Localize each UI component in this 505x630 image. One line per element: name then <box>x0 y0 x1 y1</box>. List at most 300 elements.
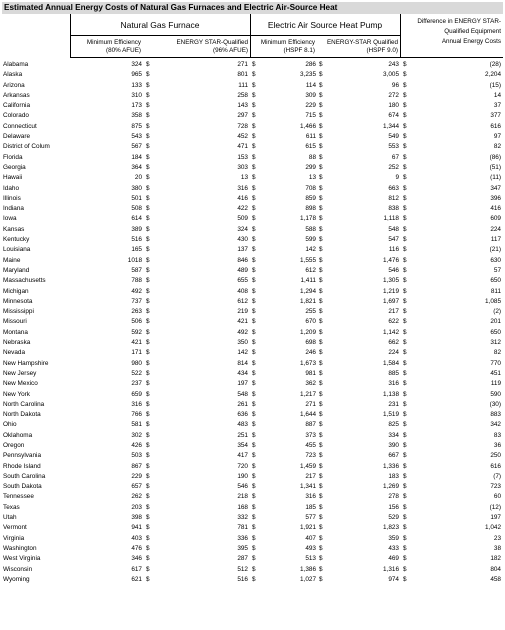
diff-currency: $ <box>403 493 407 501</box>
elec-es-cell: 825 <box>388 421 399 429</box>
gas-es-cell: 612 <box>237 297 248 305</box>
gas-min-cell: 657 <box>131 483 142 491</box>
elec-min-cell: 455 <box>305 441 316 449</box>
diff-currency: $ <box>403 174 407 182</box>
state-name-cell: Wyoming <box>3 575 30 583</box>
table-row <box>0 441 505 451</box>
diff-cell: 82 <box>493 143 501 151</box>
elec-min-cell: 229 <box>305 102 316 110</box>
elec-min-cell: 373 <box>305 431 316 439</box>
elec-min-cell: 1,209 <box>300 328 316 336</box>
elec-min-currency: $ <box>252 369 256 377</box>
diff-cell: (12) <box>489 503 501 511</box>
diff-cell: 609 <box>490 215 501 223</box>
elec-es-currency: $ <box>319 483 323 491</box>
diff-cell: 2,204 <box>485 71 501 79</box>
table-row <box>0 81 505 91</box>
elec-es-currency: $ <box>319 246 323 254</box>
diff-currency: $ <box>403 122 407 130</box>
gas-es-currency: $ <box>146 163 150 171</box>
elec-es-currency: $ <box>319 328 323 336</box>
gas-es-cell: 728 <box>237 122 248 130</box>
table-row <box>0 122 505 132</box>
elec-min-currency: $ <box>252 194 256 202</box>
gas-es-currency: $ <box>146 555 150 563</box>
table-title: Estimated Annual Energy Costs of Natural Gas Furnaces and Electric Air-Source Heat <box>2 2 503 14</box>
state-name-cell: District of Colum <box>3 143 50 151</box>
gas-es-currency: $ <box>146 349 150 357</box>
elec-es-cell: 469 <box>388 555 399 563</box>
gas-es-currency: $ <box>146 236 150 244</box>
gas-es-cell: 636 <box>237 411 248 419</box>
diff-cell: 201 <box>490 318 501 326</box>
gas-min-cell: 875 <box>131 122 142 130</box>
gas-min-cell: 1018 <box>127 256 142 264</box>
gas-min-header-line1: Minimum Efficiency <box>86 39 141 46</box>
diff-currency: $ <box>403 308 407 316</box>
gas-es-currency: $ <box>146 472 150 480</box>
diff-cell: 416 <box>490 205 501 213</box>
elec-min-currency: $ <box>252 349 256 357</box>
gas-min-cell: 173 <box>131 102 142 110</box>
diff-cell: 342 <box>490 421 501 429</box>
table-row <box>0 462 505 472</box>
elec-min-currency: $ <box>252 503 256 511</box>
elec-es-currency: $ <box>319 184 323 192</box>
elec-min-currency: $ <box>252 61 256 68</box>
table-row <box>0 503 505 513</box>
elec-min-cell: 612 <box>305 266 316 274</box>
gas-min-cell: 302 <box>131 431 142 439</box>
diff-currency: $ <box>403 194 407 202</box>
diff-cell: 811 <box>490 287 501 295</box>
elec-min-cell: 185 <box>305 503 316 511</box>
gas-min-cell: 403 <box>131 534 142 542</box>
elec-min-currency: $ <box>252 555 256 563</box>
state-name-cell: New Hampshire <box>3 359 49 367</box>
diff-currency: $ <box>403 400 407 408</box>
gas-es-cell: 332 <box>237 514 248 522</box>
gas-es-cell: 546 <box>237 483 248 491</box>
elec-es-cell: 529 <box>388 514 399 522</box>
diff-currency: $ <box>403 102 407 110</box>
elec-es-cell: 272 <box>388 91 399 99</box>
elec-min-cell: 588 <box>305 225 316 233</box>
gas-es-currency: $ <box>146 411 150 419</box>
elec-min-cell: 246 <box>305 349 316 357</box>
state-name-cell: Wisconsin <box>3 565 33 573</box>
gas-es-cell: 408 <box>237 287 248 295</box>
diff-currency: $ <box>403 153 407 161</box>
elec-min-currency: $ <box>252 544 256 552</box>
state-name-cell: Vermont <box>3 524 27 532</box>
gas-es-cell: 354 <box>237 441 248 449</box>
state-name-cell: South Dakota <box>3 483 42 491</box>
state-name-cell: Kansas <box>3 225 25 233</box>
state-name-cell: Virginia <box>3 534 25 542</box>
gas-es-cell: 219 <box>237 308 248 316</box>
table-row <box>0 400 505 410</box>
state-name-cell: Florida <box>3 153 23 161</box>
elec-es-cell: 547 <box>388 236 399 244</box>
gas-es-cell: 489 <box>237 266 248 274</box>
elec-es-cell: 433 <box>388 544 399 552</box>
diff-cell: 197 <box>490 514 501 522</box>
diff-cell: 650 <box>490 277 501 285</box>
diff-currency: $ <box>403 318 407 326</box>
gas-es-currency: $ <box>146 483 150 491</box>
diff-currency: $ <box>403 544 407 552</box>
elec-min-cell: 859 <box>305 194 316 202</box>
gas-group-header: Natural Gas Furnace <box>70 14 250 36</box>
diff-currency: $ <box>403 277 407 285</box>
elec-es-cell: 180 <box>388 102 399 110</box>
gas-es-cell: 421 <box>237 318 248 326</box>
gas-es-cell: 395 <box>237 544 248 552</box>
diff-currency: $ <box>403 472 407 480</box>
elec-min-currency: $ <box>252 565 256 573</box>
gas-es-cell: 416 <box>237 194 248 202</box>
gas-min-cell: 543 <box>131 133 142 141</box>
gas-es-currency: $ <box>146 493 150 501</box>
gas-es-currency: $ <box>146 256 150 264</box>
elec-min-cell: 1,821 <box>300 297 316 305</box>
diff-cell: 312 <box>490 339 501 347</box>
elec-es-cell: 549 <box>388 133 399 141</box>
elec-min-cell: 723 <box>305 452 316 460</box>
state-name-cell: New York <box>3 390 30 398</box>
elec-min-cell: 142 <box>305 246 316 254</box>
elec-es-currency: $ <box>319 411 323 419</box>
elec-es-cell: 9 <box>395 174 399 182</box>
elec-min-currency: $ <box>252 225 256 233</box>
gas-es-currency: $ <box>146 441 150 449</box>
elec-min-cell: 1,027 <box>300 575 316 583</box>
gas-min-cell: 171 <box>131 349 142 357</box>
gas-min-cell: 581 <box>131 421 142 429</box>
gas-es-currency: $ <box>146 390 150 398</box>
state-name-cell: Utah <box>3 514 17 522</box>
diff-cell: (86) <box>489 153 501 161</box>
gas-min-cell: 941 <box>131 524 142 532</box>
elec-es-cell: 674 <box>388 112 399 120</box>
elec-min-currency: $ <box>252 277 256 285</box>
state-name-cell: Ohio <box>3 421 17 429</box>
gas-es-cell: 655 <box>237 277 248 285</box>
elec-min-currency: $ <box>252 575 256 583</box>
elec-es-currency: $ <box>319 503 323 511</box>
elec-min-currency: $ <box>252 81 256 89</box>
elec-es-cell: 183 <box>388 472 399 480</box>
gas-min-cell: 262 <box>131 493 142 501</box>
diff-cell: 83 <box>493 431 501 439</box>
gas-es-header <box>143 36 250 58</box>
gas-es-currency: $ <box>146 359 150 367</box>
table-row <box>0 287 505 297</box>
diff-cell: 224 <box>490 225 501 233</box>
diff-currency: $ <box>403 462 407 470</box>
gas-es-cell: 417 <box>237 452 248 460</box>
table-row <box>0 420 505 430</box>
gas-es-currency: $ <box>146 133 150 141</box>
diff-currency: $ <box>403 328 407 336</box>
elec-min-cell: 3,235 <box>300 71 316 79</box>
diff-cell: 57 <box>493 266 501 274</box>
elec-min-header-line2: (HSPF 8.1) <box>283 47 315 54</box>
elec-es-currency: $ <box>319 236 323 244</box>
diff-cell: 38 <box>493 544 501 552</box>
state-name-cell: Massachusetts <box>3 277 46 285</box>
diff-currency: $ <box>403 349 407 357</box>
elec-min-currency: $ <box>252 390 256 398</box>
gas-es-currency: $ <box>146 565 150 573</box>
diff-currency: $ <box>403 441 407 449</box>
gas-min-cell: 492 <box>131 287 142 295</box>
gas-es-cell: 509 <box>237 215 248 223</box>
diff-currency: $ <box>403 390 407 398</box>
gas-min-cell: 516 <box>131 236 142 244</box>
elec-min-currency: $ <box>252 112 256 120</box>
gas-es-cell: 422 <box>237 205 248 213</box>
state-name-cell: Pennsylvania <box>3 452 42 460</box>
elec-es-currency: $ <box>319 524 323 532</box>
gas-min-cell: 980 <box>131 359 142 367</box>
gas-es-cell: 143 <box>237 102 248 110</box>
elec-min-currency: $ <box>252 308 256 316</box>
elec-min-currency: $ <box>252 339 256 347</box>
elec-group-header: Electric Air Source Heat Pump <box>250 14 400 36</box>
gas-es-currency: $ <box>146 431 150 439</box>
gas-es-cell: 13 <box>240 174 248 182</box>
gas-es-currency: $ <box>146 380 150 388</box>
elec-min-currency: $ <box>252 122 256 130</box>
diff-cell: (28) <box>489 61 501 68</box>
elec-es-cell: 1,344 <box>383 122 399 130</box>
elec-min-cell: 1,217 <box>300 390 316 398</box>
elec-min-cell: 1,411 <box>300 277 316 285</box>
state-name-cell: North Dakota <box>3 411 41 419</box>
elec-es-header-line1: ENERGY-STAR Qualified <box>326 39 398 46</box>
elec-min-currency: $ <box>252 143 256 151</box>
elec-min-cell: 513 <box>305 555 316 563</box>
gas-min-cell: 421 <box>131 339 142 347</box>
state-name-cell: North Carolina <box>3 400 45 408</box>
gas-es-cell: 801 <box>237 71 248 79</box>
gas-min-cell: 592 <box>131 328 142 336</box>
diff-currency: $ <box>403 266 407 274</box>
gas-es-cell: 251 <box>237 431 248 439</box>
elec-min-cell: 88 <box>308 153 316 161</box>
elec-es-cell: 224 <box>388 349 399 357</box>
elec-min-cell: 217 <box>305 472 316 480</box>
gas-es-currency: $ <box>146 544 150 552</box>
gas-es-cell: 483 <box>237 421 248 429</box>
table-row <box>0 390 505 400</box>
gas-es-currency: $ <box>146 524 150 532</box>
gas-min-cell: 506 <box>131 318 142 326</box>
elec-min-cell: 309 <box>305 91 316 99</box>
state-name-cell: Rhode Island <box>3 462 41 470</box>
table-row <box>0 379 505 389</box>
diff-cell: 451 <box>490 369 501 377</box>
table-row <box>0 472 505 482</box>
elec-es-currency: $ <box>319 91 323 99</box>
state-name-cell: Maryland <box>3 266 30 274</box>
gas-min-cell: 203 <box>131 503 142 511</box>
elec-es-cell: 974 <box>388 575 399 583</box>
gas-es-cell: 142 <box>237 349 248 357</box>
elec-es-cell: 548 <box>388 225 399 233</box>
elec-es-currency: $ <box>319 339 323 347</box>
elec-min-currency: $ <box>252 431 256 439</box>
diff-currency: $ <box>403 81 407 89</box>
gas-min-cell: 508 <box>131 205 142 213</box>
elec-es-currency: $ <box>319 133 323 141</box>
table-row <box>0 194 505 204</box>
elec-es-currency: $ <box>319 472 323 480</box>
elec-es-header <box>317 36 400 58</box>
diff-cell: 616 <box>490 122 501 130</box>
elec-min-cell: 715 <box>305 112 316 120</box>
elec-es-currency: $ <box>319 359 323 367</box>
diff-currency: $ <box>403 421 407 429</box>
diff-cell: 119 <box>490 380 501 388</box>
elec-es-currency: $ <box>319 318 323 326</box>
elec-es-currency: $ <box>319 421 323 429</box>
diff-currency: $ <box>403 565 407 573</box>
diff-cell: 97 <box>493 133 501 141</box>
table-row <box>0 184 505 194</box>
state-name-cell: Idaho <box>3 184 19 192</box>
diff-cell: (7) <box>493 472 501 480</box>
state-name-cell: Missouri <box>3 318 27 326</box>
elec-es-currency: $ <box>319 462 323 470</box>
state-name-cell: Georgia <box>3 163 26 171</box>
elec-min-cell: 615 <box>305 143 316 151</box>
gas-min-cell: 614 <box>131 215 142 223</box>
diff-currency: $ <box>403 575 407 583</box>
elec-min-cell: 898 <box>305 205 316 213</box>
gas-min-cell: 316 <box>131 400 142 408</box>
table-row <box>0 153 505 163</box>
elec-es-cell: 667 <box>388 452 399 460</box>
state-name-cell: Arizona <box>3 81 25 89</box>
elec-min-currency: $ <box>252 133 256 141</box>
table-row <box>0 359 505 369</box>
elec-es-header-line2: (HSPF 9.0) <box>366 47 398 54</box>
diff-cell: 770 <box>490 359 501 367</box>
elec-es-cell: 812 <box>388 194 399 202</box>
gas-es-cell: 492 <box>237 328 248 336</box>
gas-min-cell: 766 <box>131 411 142 419</box>
diff-currency: $ <box>403 339 407 347</box>
elec-es-cell: 334 <box>388 431 399 439</box>
table-row <box>0 204 505 214</box>
diff-currency: $ <box>403 524 407 532</box>
table-row <box>0 410 505 420</box>
state-name-cell: Texas <box>3 503 20 511</box>
elec-es-cell: 1,219 <box>383 287 399 295</box>
elec-es-currency: $ <box>319 390 323 398</box>
elec-min-cell: 698 <box>305 339 316 347</box>
elec-es-currency: $ <box>319 287 323 295</box>
state-name-cell: Oklahoma <box>3 431 33 439</box>
gas-es-currency: $ <box>146 328 150 336</box>
elec-es-cell: 838 <box>388 205 399 213</box>
elec-es-cell: 1,142 <box>383 328 399 336</box>
gas-min-cell: 788 <box>131 277 142 285</box>
gas-min-cell: 587 <box>131 266 142 274</box>
table-row <box>0 60 505 70</box>
gas-min-cell: 346 <box>131 555 142 563</box>
gas-min-cell: 263 <box>131 308 142 316</box>
elec-min-currency: $ <box>252 524 256 532</box>
gas-es-currency: $ <box>146 339 150 347</box>
gas-es-currency: $ <box>146 122 150 130</box>
diff-cell: (2) <box>493 308 501 316</box>
elec-min-currency: $ <box>252 174 256 182</box>
elec-es-currency: $ <box>319 369 323 377</box>
elec-min-currency: $ <box>252 184 256 192</box>
elec-min-cell: 299 <box>305 163 316 171</box>
elec-min-currency: $ <box>252 328 256 336</box>
table-row <box>0 307 505 317</box>
gas-min-cell: 426 <box>131 441 142 449</box>
gas-es-cell: 548 <box>237 390 248 398</box>
gas-min-cell: 310 <box>131 91 142 99</box>
table-row <box>0 225 505 235</box>
gas-min-cell: 867 <box>131 462 142 470</box>
difference-header-line1: Difference in ENERGY STAR- <box>417 18 501 25</box>
elec-min-cell: 1,178 <box>300 215 316 223</box>
difference-header-line2: Qualified Equipment <box>444 28 501 35</box>
elec-min-cell: 271 <box>305 400 316 408</box>
diff-currency: $ <box>403 359 407 367</box>
diff-currency: $ <box>403 534 407 542</box>
gas-es-cell: 190 <box>237 472 248 480</box>
diff-cell: 182 <box>490 555 501 563</box>
elec-min-cell: 1,466 <box>300 122 316 130</box>
state-name-cell: California <box>3 102 30 110</box>
elec-es-cell: 1,316 <box>383 565 399 573</box>
diff-currency: $ <box>403 411 407 419</box>
diff-currency: $ <box>403 71 407 79</box>
table-row <box>0 70 505 80</box>
diff-currency: $ <box>403 297 407 305</box>
elec-min-currency: $ <box>252 256 256 264</box>
elec-es-cell: 217 <box>388 308 399 316</box>
table-row <box>0 245 505 255</box>
table-row <box>0 338 505 348</box>
elec-min-cell: 611 <box>305 133 316 141</box>
gas-es-currency: $ <box>146 575 150 583</box>
elec-min-cell: 1,921 <box>300 524 316 532</box>
gas-es-currency: $ <box>146 102 150 110</box>
gas-es-currency: $ <box>146 421 150 429</box>
gas-min-cell: 476 <box>131 544 142 552</box>
diff-cell: 36 <box>493 441 501 449</box>
gas-es-currency: $ <box>146 503 150 511</box>
diff-currency: $ <box>403 205 407 213</box>
elec-es-currency: $ <box>319 452 323 460</box>
elec-es-currency: $ <box>319 534 323 542</box>
gas-es-cell: 168 <box>237 503 248 511</box>
elec-es-currency: $ <box>319 544 323 552</box>
gas-es-cell: 218 <box>237 493 248 501</box>
gas-es-cell: 846 <box>237 256 248 264</box>
diff-cell: 82 <box>493 349 501 357</box>
elec-es-currency: $ <box>319 349 323 357</box>
